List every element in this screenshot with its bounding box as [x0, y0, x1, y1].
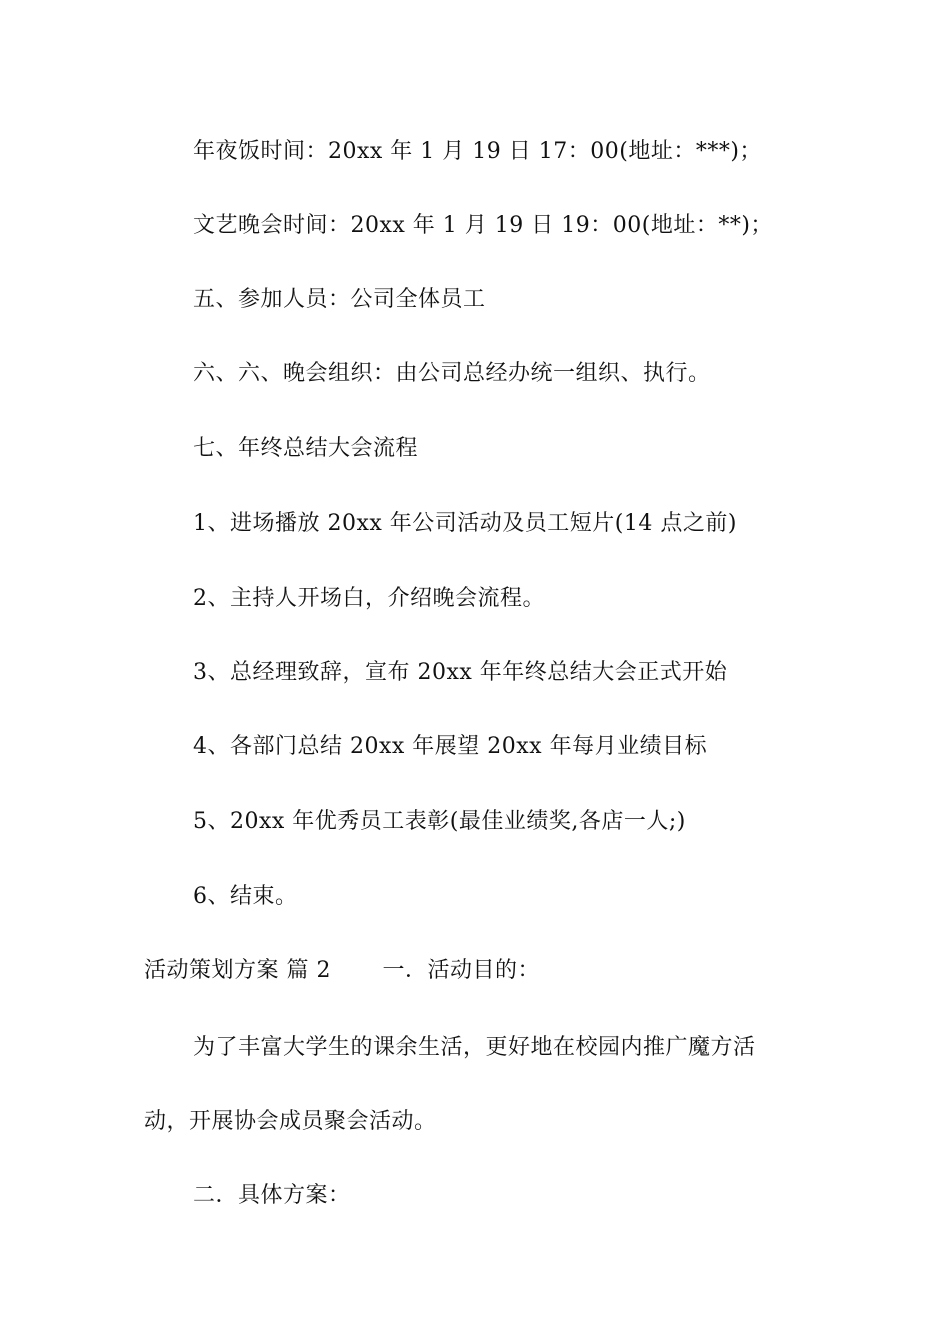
section-2-subheading: 一．活动目的：	[382, 958, 540, 983]
flow-step-3: 3、总经理致辞，宣布 20xx 年年终总结大会正式开始	[193, 660, 728, 685]
flow-step-1: 1、进场播放 20xx 年公司活动及员工短片(14 点之前)	[193, 511, 737, 536]
flow-heading: 七、年终总结大会流程	[193, 436, 419, 461]
flow-step-6: 6、结束。	[193, 884, 298, 909]
dinner-time-line: 年夜饭时间：20xx 年 1 月 19 日 17：00(地址：***)；	[193, 139, 762, 164]
plan-subheading: 二．具体方案：	[193, 1183, 351, 1208]
flow-step-4: 4、各部门总结 20xx 年展望 20xx 年每月业绩目标	[193, 734, 708, 759]
participants-line: 五、参加人员：公司全体员工	[193, 287, 486, 312]
organizer-line: 六、六、晚会组织：由公司总经办统一组织、执行。	[193, 361, 711, 386]
purpose-paragraph-line-1: 为了丰富大学生的课余生活，更好地在校园内推广魔方活	[193, 1035, 756, 1060]
flow-step-2: 2、主持人开场白，介绍晚会流程。	[193, 586, 545, 611]
flow-step-5: 5、20xx 年优秀员工表彰(最佳业绩奖,各店一人;)	[193, 809, 686, 834]
section-2-heading	[144, 956, 540, 986]
section-2-title: 活动策划方案 篇 2	[144, 958, 331, 983]
gala-time-line: 文艺晚会时间：20xx 年 1 月 19 日 19：00(地址：**)；	[193, 213, 773, 238]
purpose-paragraph-line-2: 动，开展协会成员聚会活动。	[144, 1109, 437, 1134]
